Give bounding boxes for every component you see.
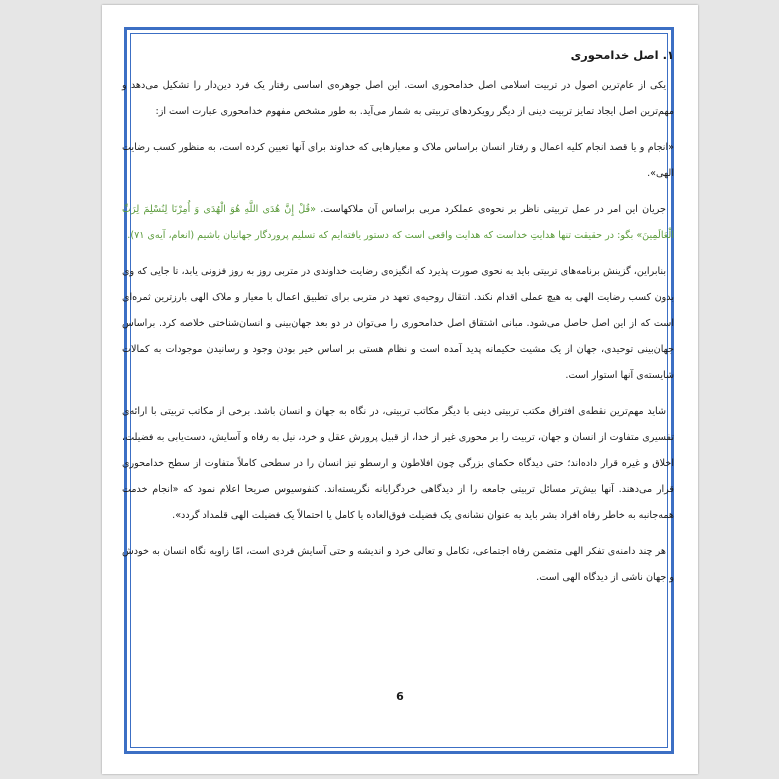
paragraph-definition: «انجام و یا قصد انجام کلیه اعمال و رفتار انسان براساس ملاک و معیارهایی که خداوند برای آنها تعیین کرده است، به منظور کسب رضایت الهی». — [122, 142, 674, 179]
page-content — [122, 45, 674, 601]
document-page — [102, 5, 698, 774]
quran-verse: «قُلْ إِنَّ هُدَی اللَّهِ هُوَ الْهُدَی وَ أُمِرْنَا لِنُسْلِمَ لِرَبِّ الْعَالَمِینَ» بگو: در حقیقت تنها هدایتِ خداست که هدایت واقعی است که دستور یافته‌ایم که تسلیم پروردگار جهانیان باشیم (انعام، آیه‌ی ۷۱). — [122, 204, 674, 241]
paragraph-derivation: بنابراین، گزینش برنامه‌های تربیتی باید به نحوی صورت پذیرد که انگیزه‌ی رضایت خداوندی در متربی روز به روز فزونی یابد، تا جایی که وی بدون کسب رضایت الهی به هیچ عملی اقدام نکند. انتقال روحیه‌ی تعهد در متربی برای تطبیق اعمال با معیار و ملاک الهی بارزترین ثمره‌ای است که از این اصل حاصل می‌شود. مبانی اشتقاق اصل خدامحوری را می‌توان در دو بعد جهان‌بینی و انسان‌شناختی خلاصه کرد. براساس جهان‌بینی توحیدی، جهان از یک مشیت حکیمانه پدید آمده است و نظام هستی بر اساس خیر بودن وجود و رسانیدن موجودات به کمالات شایسته‌ی آنها استوار است. — [122, 266, 674, 381]
paragraph-comparison: شاید مهم‌ترین نقطه‌ی افتراق مکتب تربیتی دینی با دیگر مکاتب تربیتی، در نگاه به جهان و انسان باشد. برخی از مکاتب تربیتی با ارائه‌ی تفسیری متفاوت از انسان و جهان، تربیت را بر محوری غیر از خدا، از قبیل پرورش عقل و خرد، نیل به رفاه و آسایش، دست‌یابی به فضیلت، اخلاق و غیره قرار داده‌اند؛ حتی دیدگاه حکمای بزرگی چون افلاطون و ارسطو نیز انسان را در سطحی کاملاً متفاوت از سطح خدامحوری قرار می‌دهند. آنها بیش‌تر مسائل تربیتی جامعه را از دیدگاهی خردگرایانه نگریسته‌اند. کنفوسیوس صریحا اعلام نمود که «انجام خدمت همه‌جانبه به خاطر رفاه افراد بشر باید به عنوان نشانه‌ی یک فضیلت فوق‌العاده یا کامل یا احتمالاً یک فضیلت الهی قلمداد گردد». — [122, 406, 674, 521]
paragraph-intro: یکی از عام‌ترین اصول در تربیت اسلامی اصل خدامحوری است. این اصل جوهره‌ی اساسی رفتار یک فرد دین‌دار را تشکیل می‌دهد و مهم‌ترین اصل ایجاد تمایز تربیت دینی از دیگر رویکردهای تربیتی به شمار می‌آید. به طور مشخص مفهوم خدامحوری عبارت است از: — [122, 80, 674, 117]
paragraph-conclusion: هر چند دامنه‌ی تفکر الهی متضمن رفاه اجتماعی، تکامل و تعالی خرد و اندیشه و حتی آسایش فردی است، امّا زاویه نگاه انسان به خودش و جهان ناشی از دیدگاه الهی است. — [122, 546, 674, 583]
section-heading: ۱. اصل خدامحوری — [570, 48, 674, 62]
page-number: 6 — [396, 690, 404, 703]
paragraph-verse — [122, 197, 674, 249]
verse-lead-text: جریان این امر در عمل تربیتی ناظر بر نحوه‌ی عملکرد مربی براساس آن ملاکهاست. — [320, 204, 666, 215]
